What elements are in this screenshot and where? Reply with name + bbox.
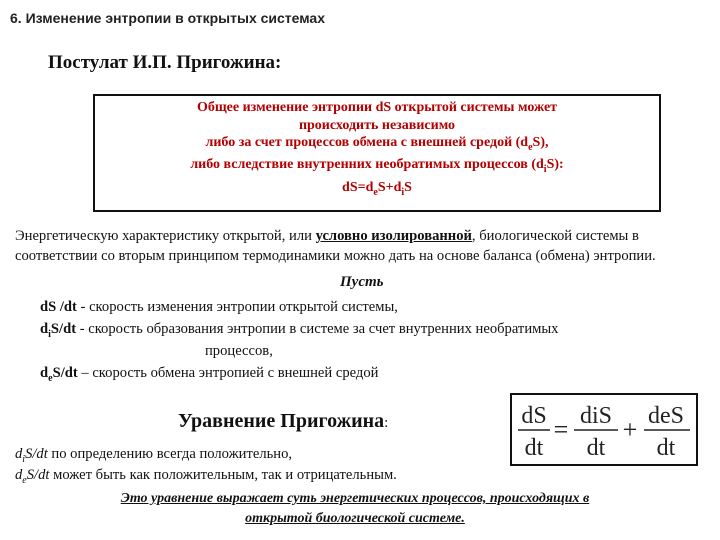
note-des-dt: $d_eS/dt$ может быть как положительным, так и отрицательным. xyxy=(15,467,397,486)
note-dis-dt: $d_iS/dt$ по определению всегда положительно, xyxy=(15,446,293,465)
plus-sign: + xyxy=(622,415,638,444)
underlined-term: условно изолированной xyxy=(315,228,472,244)
definition-dis-dt-cont: процессов, xyxy=(205,343,273,359)
definition-line-4: либо вследствие внутренних необратимых процессов $(d_iS)$: xyxy=(190,157,564,176)
definition-des-dt: $d_eS/dt$ – скорость обмена энтропией с внешней средой xyxy=(40,365,379,384)
definition-ds-dt: dS /dt - скорость изменения энтропии открытой системы, xyxy=(40,299,398,315)
slide-title: 6. Изменение энтропии в открытых системах xyxy=(10,10,326,26)
equation-title: Уравнение Пригожина: xyxy=(178,410,389,432)
term2-denominator: dt xyxy=(656,435,676,461)
definition-box xyxy=(93,94,661,212)
definition-line-3: либо за счет процессов обмена с внешней средой $(d_eS)$, xyxy=(205,135,549,153)
lhs-numerator: dS xyxy=(521,403,547,429)
equation-graphic xyxy=(512,395,696,464)
term1-denominator: dt xyxy=(586,435,606,461)
term2-numerator: deS xyxy=(648,403,684,429)
conclusion-line-1: Это уравнение выражает суть энергетических процессов, происходящих в xyxy=(120,491,590,506)
definition-line-1: Общее изменение энтропии dS открытой системы может xyxy=(196,100,558,115)
energy-paragraph: Энергетическую характеристику открытой, или условно изолированной, биологической системы в соответствии со вторым принципом термодинамики можно дать на основе баланса (обмена) энтропии. xyxy=(15,228,656,264)
definition-formula: $dS=d_eS+d_iS$ xyxy=(342,179,412,198)
conclusion-line-2: открытой биологической системе. xyxy=(245,511,465,526)
definition-line-2: происходить независимо xyxy=(298,117,456,133)
let-word: Пусть xyxy=(340,274,384,290)
equals-sign: = xyxy=(553,415,569,444)
postulate-heading: Постулат И.П. Пригожина: xyxy=(48,52,282,73)
definition-dis-dt: $d_iS/dt$ - скорость образования энтропии в системе за счет внутренних необратимых xyxy=(40,321,559,340)
lhs-denominator: dt xyxy=(524,435,544,461)
prigogine-equation xyxy=(510,393,698,466)
term1-numerator: diS xyxy=(579,403,613,429)
conclusion xyxy=(30,489,680,529)
